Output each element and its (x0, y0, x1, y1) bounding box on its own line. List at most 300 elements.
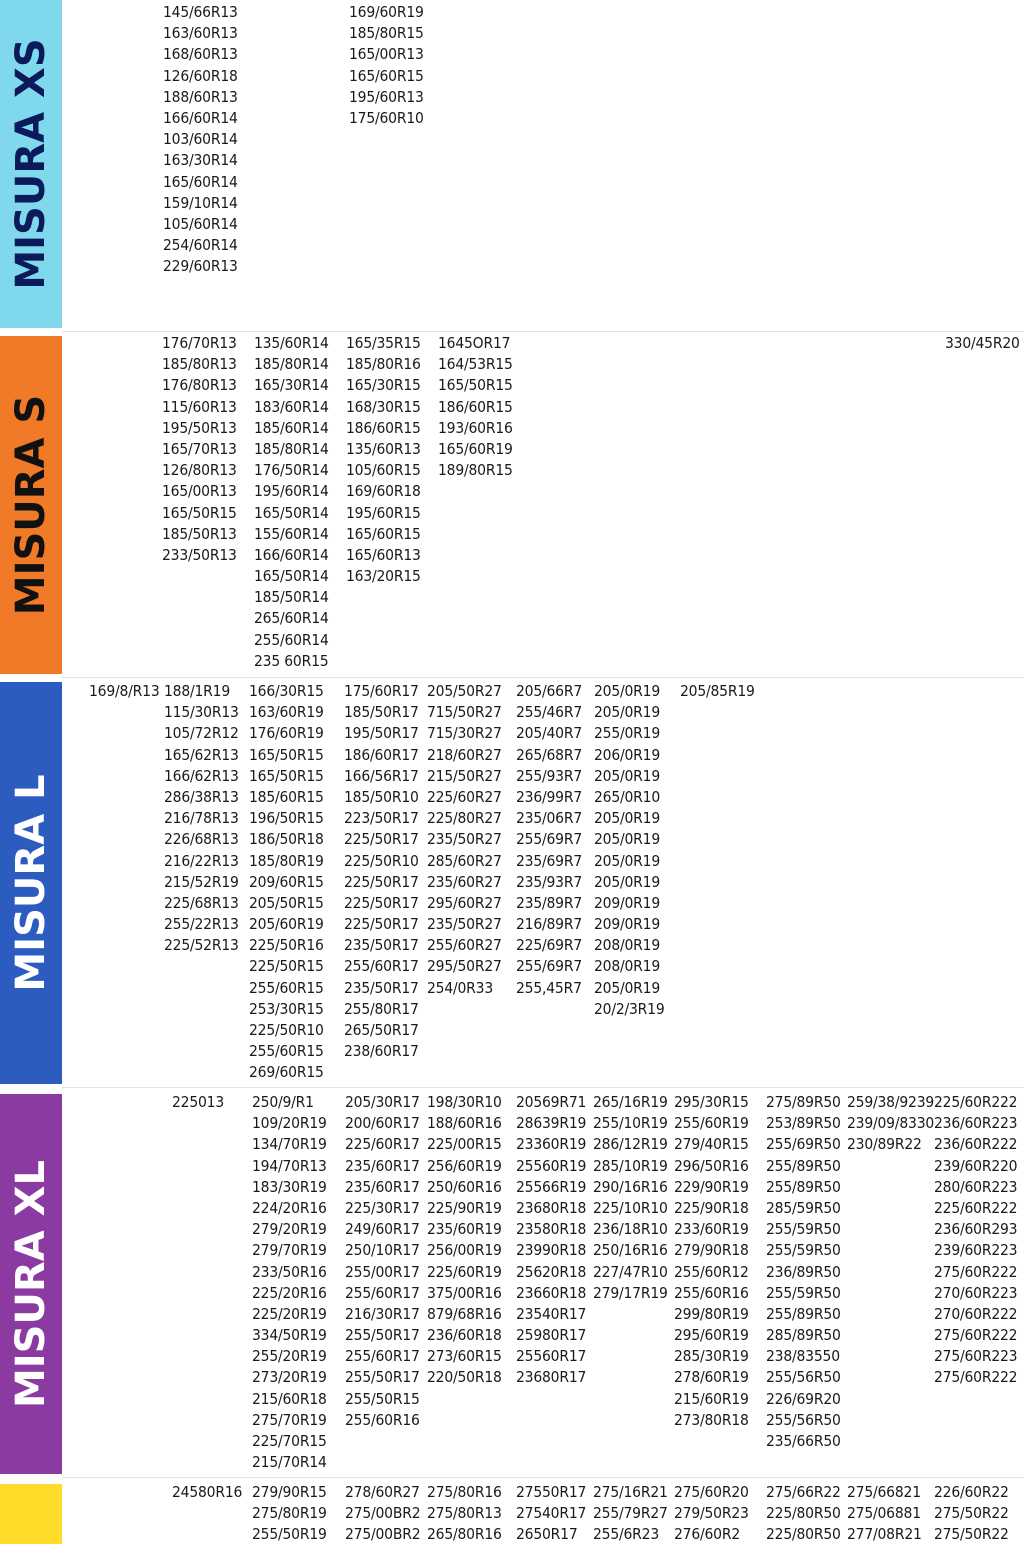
tire-size: 255/69R50 (766, 1135, 841, 1154)
tire-size: 279/70R19 (252, 1241, 327, 1260)
tire-size: 165/00R13 (349, 45, 424, 64)
tire-size: 255/20R19 (252, 1347, 327, 1366)
tire-size: 265/16R19 (593, 1093, 668, 1111)
tire-size: 255/89R50 (766, 1177, 841, 1196)
tire-size: 105/60R14 (163, 214, 238, 233)
tire-size: 254/0R33 (427, 978, 494, 997)
size-column (89, 681, 160, 702)
tire-size: 235/93R7 (516, 872, 583, 891)
tire-size: 286/12R19 (593, 1135, 668, 1154)
tire-size: 166/62R13 (164, 766, 239, 785)
tire-size: 208/0R19 (594, 957, 661, 976)
tire-size: 255/50R19 (252, 1525, 327, 1544)
tire-size: 115/30R13 (164, 703, 239, 722)
tire-size: 27540R17 (516, 1504, 587, 1523)
tire-size: 25560R17 (516, 1347, 587, 1366)
size-band-xxl (0, 1484, 62, 1544)
tire-size: 279/20R19 (252, 1220, 327, 1239)
tire-size: 205/0R19 (594, 682, 661, 700)
tire-size: 205/85R19 (680, 682, 755, 700)
tire-size: 165/50R15 (162, 503, 237, 522)
tire-size: 186/60R17 (344, 745, 419, 764)
tire-size: 185/50R17 (344, 703, 419, 722)
tire-size: 185/60R14 (254, 418, 329, 437)
section-divider (62, 1087, 1024, 1088)
tire-size: 135/60R14 (254, 334, 329, 352)
tire-size: 23680R17 (516, 1368, 587, 1387)
size-band-l (0, 682, 62, 1084)
section-divider (62, 1477, 1024, 1478)
tire-size: 275/16R21 (593, 1483, 668, 1501)
tire-size: 205/0R19 (594, 830, 661, 849)
tire-size: 165/60R14 (163, 172, 238, 191)
tire-size: 265/50R17 (344, 1021, 419, 1039)
tire-size: 235/60R17 (345, 1156, 420, 1175)
tire-size: 255/6R23 (593, 1525, 660, 1544)
tire-size: 25560R19 (516, 1156, 587, 1175)
tire-size: 238/60R17 (344, 1042, 419, 1061)
tire-size: 879/68R16 (427, 1304, 502, 1323)
tire-size: 296/50R16 (674, 1156, 749, 1175)
tire-size: 285/60R27 (427, 851, 502, 870)
tire-size: 235/89R7 (516, 893, 583, 912)
tire-size: 230/89R22 (847, 1135, 922, 1154)
size-column (164, 681, 239, 956)
tire-size: 255/56R50 (766, 1368, 841, 1387)
tire-size: 175/60R17 (344, 682, 419, 700)
tire-size: 225/30R17 (345, 1198, 420, 1217)
tire-size: 235/50R17 (344, 978, 419, 997)
tire-size: 23540R17 (516, 1304, 587, 1323)
size-column (254, 333, 329, 672)
size-column (766, 1092, 841, 1452)
section-xl (0, 1092, 1024, 1476)
size-column (162, 333, 237, 566)
size-column (674, 1092, 749, 1431)
tire-size: 205/0R19 (594, 809, 661, 828)
tire-size: 2650R17 (516, 1525, 578, 1544)
tire-size: 255/00R17 (345, 1262, 420, 1281)
tire-size: 225/70R15 (252, 1432, 327, 1450)
section-divider (62, 331, 1024, 332)
tire-size: 275/00BR2 (345, 1504, 421, 1523)
size-column (346, 333, 421, 587)
tire-size: 23680R18 (516, 1198, 587, 1217)
tire-size: 176/70R13 (162, 334, 237, 352)
tire-size: 239/60R223 (934, 1241, 1018, 1260)
tire-size: 226/69R20 (766, 1389, 841, 1408)
tire-size: 163/30R14 (163, 151, 238, 170)
tire-size: 255/50R17 (345, 1368, 420, 1387)
tire-size: 163/20R15 (346, 567, 421, 586)
tire-size: 165/62R13 (164, 745, 239, 764)
tire-size: 185/80R13 (162, 355, 237, 374)
tire-size: 295/50R27 (427, 957, 502, 976)
tire-size: 109/20R19 (252, 1114, 327, 1133)
tire-size: 275/89R50 (766, 1093, 841, 1111)
tire-size: 255/50R17 (345, 1326, 420, 1345)
tire-size: 223/50R17 (344, 809, 419, 828)
tire-size: 27550R17 (516, 1483, 587, 1501)
tire-size: 163/60R19 (249, 703, 324, 722)
tire-size: 205/60R19 (249, 915, 324, 934)
tire-size: 215/50R27 (427, 766, 502, 785)
size-column (766, 1482, 841, 1546)
tire-size: 229/60R13 (163, 257, 238, 276)
tire-size: 220/50R18 (427, 1368, 502, 1387)
tire-size: 209/60R15 (249, 872, 324, 891)
tire-size: 215/60R18 (252, 1389, 327, 1408)
tire-size: 195/60R15 (346, 503, 421, 522)
tire-size: 225/10R10 (593, 1198, 668, 1217)
tire-size: 250/16R16 (593, 1241, 668, 1260)
tire-size: 236/89R50 (766, 1262, 841, 1281)
tire-size: 255/10R19 (593, 1114, 668, 1133)
tire-size: 227/47R10 (593, 1262, 668, 1281)
tire-size: 209/0R19 (594, 915, 661, 934)
tire-size: 175/60R10 (349, 108, 424, 127)
tire-size: 235/60R27 (427, 872, 502, 891)
tire-size: 216/89R7 (516, 915, 583, 934)
tire-size: 255/60R15 (249, 1042, 324, 1061)
tire-size: 25620R18 (516, 1262, 587, 1281)
size-column (594, 681, 665, 1020)
tire-size: 255/60R17 (344, 957, 419, 976)
tire-size: 255/60R27 (427, 936, 502, 955)
tire-size: 165/30R14 (254, 376, 329, 395)
tire-size: 285/89R50 (766, 1326, 841, 1345)
tire-size: 105/72R12 (164, 724, 239, 743)
tire-size: 255/60R14 (254, 630, 329, 649)
tire-size: 285/59R50 (766, 1198, 841, 1217)
tire-size: 225/50R16 (249, 936, 324, 955)
tire-size: 164/53R15 (438, 355, 513, 374)
tire-size: 275/80R13 (427, 1504, 502, 1523)
tire-size: 163/60R13 (163, 24, 238, 43)
tire-size: 165/50R15 (249, 766, 324, 785)
tire-size: 205/0R19 (594, 766, 661, 785)
tire-size: 225/00R15 (427, 1135, 502, 1154)
tire-size: 255/69R7 (516, 830, 583, 849)
tire-size: 279/90R15 (252, 1483, 327, 1501)
tire-size: 255/60R19 (674, 1114, 749, 1133)
tire-size: 165/70R13 (162, 439, 237, 458)
tire-size: 176/60R19 (249, 724, 324, 743)
tire-size: 225/50R15 (249, 957, 324, 976)
tire-size: 330/45R20 (945, 334, 1020, 352)
tire-size: 225/52R13 (164, 936, 239, 955)
section-divider (62, 677, 1024, 678)
tire-size: 215/52R19 (164, 872, 239, 891)
tire-size: 265/68R7 (516, 745, 583, 764)
section-s (0, 336, 1024, 676)
tire-size: 239/60R220 (934, 1156, 1018, 1175)
tire-size: 218/60R27 (427, 745, 502, 764)
tire-size: 165/50R15 (249, 745, 324, 764)
tire-size: 265/0R10 (594, 787, 661, 806)
tire-size: 103/60R14 (163, 130, 238, 149)
tire-size: 279/90R18 (674, 1241, 749, 1260)
tire-size: 286/38R13 (164, 787, 239, 806)
tire-size: 165/00R13 (162, 482, 237, 501)
tire-size: 23580R18 (516, 1220, 587, 1239)
size-column (172, 1482, 242, 1503)
tire-size: 165/50R14 (254, 503, 329, 522)
tire-size: 235/50R27 (427, 830, 502, 849)
tire-size: 275/00BR2 (345, 1525, 421, 1544)
size-column (344, 681, 419, 1062)
tire-size: 235 60R15 (254, 651, 329, 670)
tire-size: 188/1R19 (164, 682, 231, 700)
tire-size: 255/80R17 (344, 999, 419, 1018)
tire-size: 275/80R16 (427, 1483, 502, 1501)
tire-size: 255/79R27 (593, 1504, 668, 1523)
tire-size: 273/20R19 (252, 1368, 327, 1387)
tire-size: 145/66R13 (163, 3, 238, 21)
tire-size: 255/60R15 (249, 978, 324, 997)
size-label-s: MISURA S (8, 394, 54, 616)
tire-size: 185/50R13 (162, 524, 237, 543)
size-column (345, 1482, 420, 1546)
size-label-l: MISURA L (8, 774, 54, 992)
tire-size: 188/60R13 (163, 87, 238, 106)
size-column (847, 1482, 922, 1546)
tire-size: 275/60R222 (934, 1368, 1018, 1387)
tire-size: 256/60R19 (427, 1156, 502, 1175)
tire-size: 279/40R15 (674, 1135, 749, 1154)
tire-size: 233/60R19 (674, 1220, 749, 1239)
tire-size: 270/60R223 (934, 1283, 1018, 1302)
section-xxl (0, 1482, 1024, 1544)
tire-size: 255/59R50 (766, 1283, 841, 1302)
tire-size: 255/56R50 (766, 1410, 841, 1429)
tire-size: 198/30R10 (427, 1093, 502, 1111)
size-column (945, 333, 1020, 354)
tire-size: 254/60R14 (163, 236, 238, 255)
tire-size: 209/0R19 (594, 893, 661, 912)
tire-size: 205/50R15 (249, 893, 324, 912)
tire-size: 20/2/3R19 (594, 999, 665, 1018)
tire-size: 276/60R2 (674, 1525, 741, 1544)
size-column (345, 1092, 420, 1431)
tire-size: 275/80R19 (252, 1504, 327, 1523)
tire-size: 195/50R17 (344, 724, 419, 743)
tire-size: 205/50R27 (427, 682, 502, 700)
tire-size: 225/50R17 (344, 872, 419, 891)
tire-size: 255/60R17 (345, 1283, 420, 1302)
size-column (172, 1092, 224, 1113)
tire-size: 225013 (172, 1093, 225, 1111)
tire-size: 275/70R19 (252, 1410, 327, 1429)
size-column (593, 1092, 668, 1304)
tire-size: 185/80R15 (349, 24, 424, 43)
tire-size: 256/00R19 (427, 1241, 502, 1260)
tire-size: 169/8/R13 (89, 682, 160, 700)
tire-size: 226/68R13 (164, 830, 239, 849)
tire-size: 166/30R15 (249, 682, 324, 700)
tire-size: 165/35R15 (346, 334, 421, 352)
size-column (249, 681, 324, 1084)
tire-size: 225/60R19 (427, 1262, 502, 1281)
tire-size: 225/60R222 (934, 1093, 1018, 1111)
tire-size: 159/10R14 (163, 193, 238, 212)
tire-size: 185/50R10 (344, 787, 419, 806)
tire-size: 225/60R27 (427, 787, 502, 806)
tire-size: 279/17R19 (593, 1283, 668, 1302)
tire-size: 155/60R14 (254, 524, 329, 543)
tire-size: 195/60R13 (349, 87, 424, 106)
tire-size: 255/59R50 (766, 1241, 841, 1260)
tire-size: 255/50R15 (345, 1389, 420, 1408)
tire-size: 206/0R19 (594, 745, 661, 764)
tire-size: 255/22R13 (164, 915, 239, 934)
tire-size: 185/80R19 (249, 851, 324, 870)
tire-size: 23990R18 (516, 1241, 587, 1260)
tire-size: 255,45R7 (516, 978, 582, 997)
tire-size: 225/90R18 (674, 1198, 749, 1217)
size-column (349, 2, 424, 129)
tire-size: 225/90R19 (427, 1198, 502, 1217)
tire-size: 216/78R13 (164, 809, 239, 828)
tire-size: 200/60R17 (345, 1114, 420, 1133)
tire-size: 135/60R13 (346, 439, 421, 458)
tire-size: 275/66R22 (766, 1483, 841, 1501)
tire-size: 115/60R13 (162, 397, 237, 416)
tire-size: 205/40R7 (516, 724, 583, 743)
tire-size: 205/0R19 (594, 851, 661, 870)
tire-size: 1645OR17 (438, 334, 511, 352)
tire-size: 183/30R19 (252, 1177, 327, 1196)
size-column (427, 1482, 502, 1546)
tire-size: 176/80R13 (162, 376, 237, 395)
tire-size: 105/60R15 (346, 461, 421, 480)
size-column (680, 681, 755, 702)
tire-size: 169/60R19 (349, 3, 424, 21)
size-column (593, 1482, 668, 1546)
tire-size: 166/60R14 (163, 108, 238, 127)
tire-size: 275/50R22 (934, 1525, 1009, 1544)
tire-size: 185/80R16 (346, 355, 421, 374)
tire-size: 285/10R19 (593, 1156, 668, 1175)
tire-size: 205/0R19 (594, 872, 661, 891)
tire-size: 186/50R18 (249, 830, 324, 849)
tire-size: 255/93R7 (516, 766, 583, 785)
tire-size: 205/0R19 (594, 978, 661, 997)
tire-size: 235/60R17 (345, 1177, 420, 1196)
tire-size: 205/0R19 (594, 703, 661, 722)
tire-size: 225/20R16 (252, 1283, 327, 1302)
tire-size: 253/30R15 (249, 999, 324, 1018)
tire-size: 235/06R7 (516, 809, 583, 828)
tire-size: 235/60R19 (427, 1220, 502, 1239)
tire-size: 205/30R17 (345, 1093, 420, 1111)
tire-size: 215/70R14 (252, 1453, 327, 1472)
tire-size: 23660R18 (516, 1283, 587, 1302)
tire-size: 25980R17 (516, 1326, 587, 1345)
tire-size: 235/50R17 (344, 936, 419, 955)
tire-size: 134/70R19 (252, 1135, 327, 1154)
tire-size: 185/80R14 (254, 355, 329, 374)
tire-size: 273/80R18 (674, 1410, 749, 1429)
tire-size: 225/68R13 (164, 893, 239, 912)
tire-size: 188/60R16 (427, 1114, 502, 1133)
size-column (516, 681, 582, 999)
tire-size: 208/0R19 (594, 936, 661, 955)
tire-size: 225/50R17 (344, 830, 419, 849)
tire-size: 236/60R223 (934, 1114, 1018, 1133)
tire-size: 195/50R13 (162, 418, 237, 437)
tire-size: 225/20R19 (252, 1304, 327, 1323)
tire-size: 215/60R19 (674, 1389, 749, 1408)
tire-size: 250/60R16 (427, 1177, 502, 1196)
tire-size: 225/80R27 (427, 809, 502, 828)
tire-size: 715/50R27 (427, 703, 502, 722)
size-label-xl: MISURA XL (8, 1160, 54, 1408)
tire-size: 269/60R15 (249, 1063, 324, 1082)
tire-size: 299/80R19 (674, 1304, 749, 1323)
tire-size: 259/38/9239 (847, 1093, 935, 1111)
size-column (934, 1092, 1017, 1389)
size-band-s (0, 336, 62, 674)
tire-size: 235/50R27 (427, 915, 502, 934)
tire-size: 255/0R19 (594, 724, 661, 743)
size-column (438, 333, 513, 481)
tire-size: 165/60R13 (346, 545, 421, 564)
tire-size: 225/60R222 (934, 1198, 1018, 1217)
tire-size: 25566R19 (516, 1177, 587, 1196)
tire-size: 250/9/R1 (252, 1093, 314, 1111)
tire-size: 255/60R16 (674, 1283, 749, 1302)
tire-size: 277/08R21 (847, 1525, 922, 1544)
size-column (516, 1092, 586, 1389)
tire-size: 225/50R10 (249, 1021, 324, 1039)
tire-size: 226/60R22 (934, 1483, 1009, 1501)
tire-size: 196/50R15 (249, 809, 324, 828)
size-column (847, 1092, 934, 1156)
tire-size: 28639R19 (516, 1114, 587, 1133)
tire-size: 275/60R223 (934, 1347, 1018, 1366)
tire-size: 236/18R10 (593, 1220, 668, 1239)
tire-size: 250/10R17 (345, 1241, 420, 1260)
tire-size: 225/69R7 (516, 936, 583, 955)
tire-size: 334/50R19 (252, 1326, 327, 1345)
tire-size: 255/46R7 (516, 703, 583, 722)
tire-size: 216/22R13 (164, 851, 239, 870)
tire-size: 225/60R17 (345, 1135, 420, 1154)
tire-size: 183/60R14 (254, 397, 329, 416)
tire-size: 216/30R17 (345, 1304, 420, 1323)
tire-size: 229/90R19 (674, 1177, 749, 1196)
size-column (163, 2, 238, 277)
tire-size: 233/50R16 (252, 1262, 327, 1281)
section-l (0, 680, 1024, 1086)
tire-size: 290/16R16 (593, 1177, 668, 1196)
tire-size: 295/60R19 (674, 1326, 749, 1345)
tire-size: 165/60R19 (438, 439, 513, 458)
tire-size: 166/60R14 (254, 545, 329, 564)
tire-size: 193/60R16 (438, 418, 513, 437)
tire-size: 225/80R50 (766, 1525, 841, 1544)
tire-size: 255/60R17 (345, 1347, 420, 1366)
size-band-xl (0, 1094, 62, 1474)
tire-size: 278/60R19 (674, 1368, 749, 1387)
tire-size: 255/89R50 (766, 1156, 841, 1175)
tire-size: 275/60R222 (934, 1262, 1018, 1281)
tire-size: 265/80R16 (427, 1525, 502, 1544)
tire-size: 165/50R14 (254, 567, 329, 586)
tire-size: 168/30R15 (346, 397, 421, 416)
size-column (252, 1482, 327, 1546)
